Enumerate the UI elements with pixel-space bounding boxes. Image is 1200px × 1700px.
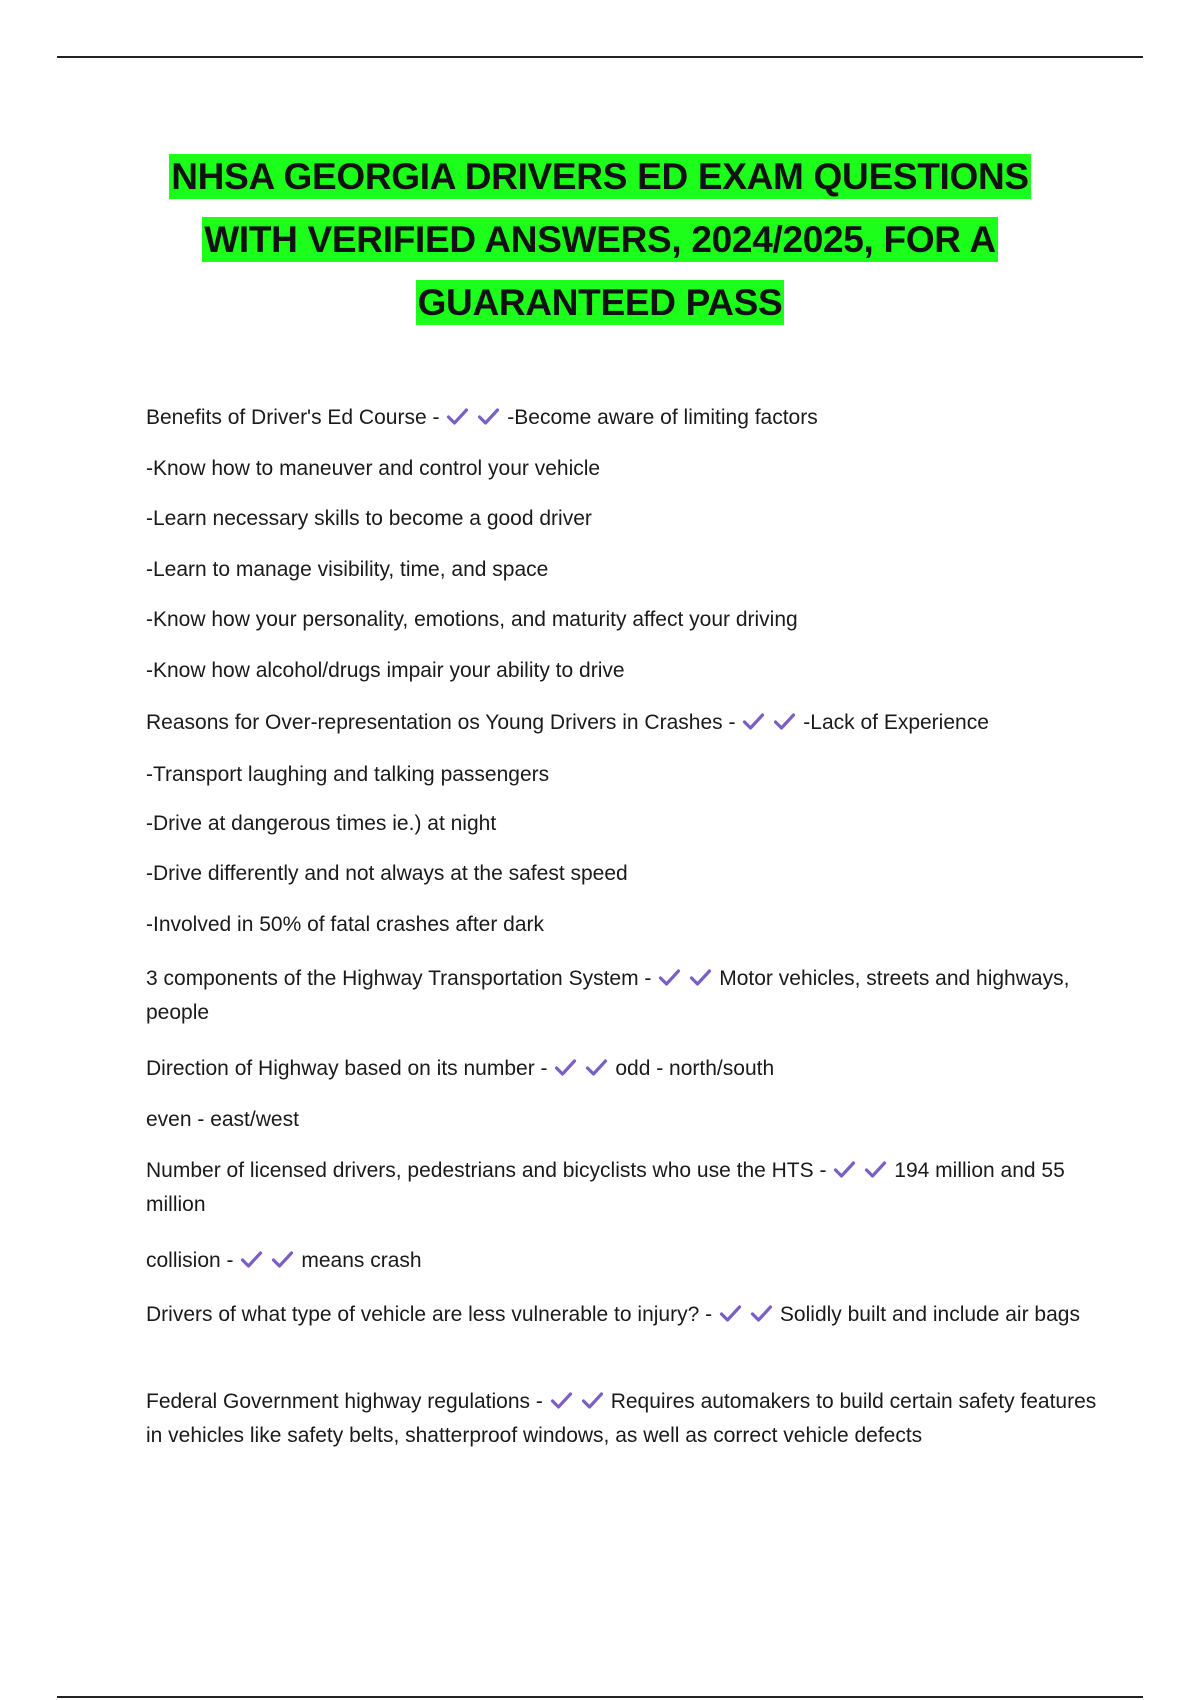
check-icon	[239, 1250, 264, 1270]
answer-text: -Lack of Experience	[803, 711, 989, 734]
answer-text: means crash	[301, 1249, 422, 1272]
qa-entry-collision	[146, 1244, 1106, 1278]
qa-entry-vulnerable	[146, 1298, 1106, 1332]
qa-entry-federal	[146, 1385, 1106, 1453]
check-icon	[657, 968, 682, 988]
check-icon	[553, 1058, 578, 1078]
check-icon	[476, 407, 501, 427]
check-icon	[580, 1391, 605, 1411]
qa-entry-licensed	[146, 1154, 1106, 1222]
check-icon	[270, 1250, 295, 1270]
answer-line: -Learn to manage visibility, time, and space	[146, 558, 549, 581]
check-icon	[549, 1391, 574, 1411]
top-rule	[57, 56, 1143, 58]
answer-line: -Transport laughing and talking passengers	[146, 763, 550, 786]
answer-text: -Become aware of limiting factors	[507, 406, 818, 429]
check-icon	[445, 407, 470, 427]
answer-line: -Drive at dangerous times ie.) at night	[146, 812, 497, 835]
question-text: Number of licensed drivers, pedestrians and bicyclists who use the HTS -	[146, 1159, 833, 1182]
question-text: Reasons for Over-representation os Young Drivers in Crashes -	[146, 711, 742, 734]
question-text: 3 components of the Highway Transportation System -	[146, 967, 658, 990]
document-title	[100, 145, 1100, 334]
check-icon	[688, 968, 713, 988]
answer-line: -Drive differently and not always at the safest speed	[146, 862, 628, 885]
question-text: collision -	[146, 1249, 240, 1272]
check-icon	[863, 1160, 888, 1180]
qa-entry-components	[146, 962, 1106, 1030]
bottom-rule	[57, 1696, 1143, 1698]
check-icon	[749, 1304, 774, 1324]
check-icon	[584, 1058, 609, 1078]
qa-entry-benefits	[146, 401, 1106, 435]
question-text: Drivers of what type of vehicle are less vulnerable to injury? -	[146, 1303, 718, 1326]
answer-text: Requires automakers to build certain safety features in vehicles like safety belts, shatterproof windows, as well as correct vehicle defects	[146, 1390, 1097, 1447]
answer-line: even - east/west	[146, 1108, 299, 1131]
answer-text: 194 million and 55 million	[146, 1159, 1065, 1216]
qa-entry-direction	[146, 1052, 1106, 1086]
question-text: Benefits of Driver's Ed Course -	[146, 406, 446, 429]
answer-text: Solidly built and include air bags	[779, 1303, 1080, 1326]
title-line-1: NHSA GEORGIA DRIVERS ED EXAM QUESTIONS	[171, 156, 1029, 197]
question-text: Direction of Highway based on its number -	[146, 1057, 554, 1080]
question-text: Federal Government highway regulations -	[146, 1390, 549, 1413]
qa-entry-reasons	[146, 706, 1106, 740]
answer-text: Motor vehicles, streets and highways, people	[146, 967, 1070, 1024]
check-icon	[832, 1160, 857, 1180]
title-line-3: GUARANTEED PASS	[417, 282, 783, 323]
check-icon	[772, 712, 797, 732]
answer-line: -Know how your personality, emotions, and maturity affect your driving	[146, 608, 798, 631]
title-line-2: WITH VERIFIED ANSWERS, 2024/2025, FOR A	[204, 219, 996, 260]
check-icon	[741, 712, 766, 732]
answer-line: -Know how alcohol/drugs impair your ability to drive	[146, 659, 625, 682]
answer-line: -Involved in 50% of fatal crashes after dark	[146, 913, 545, 936]
check-icon	[718, 1304, 743, 1324]
answer-line: -Know how to maneuver and control your vehicle	[146, 457, 601, 480]
answer-line: -Learn necessary skills to become a good driver	[146, 507, 592, 530]
answer-text: odd - north/south	[615, 1057, 775, 1080]
